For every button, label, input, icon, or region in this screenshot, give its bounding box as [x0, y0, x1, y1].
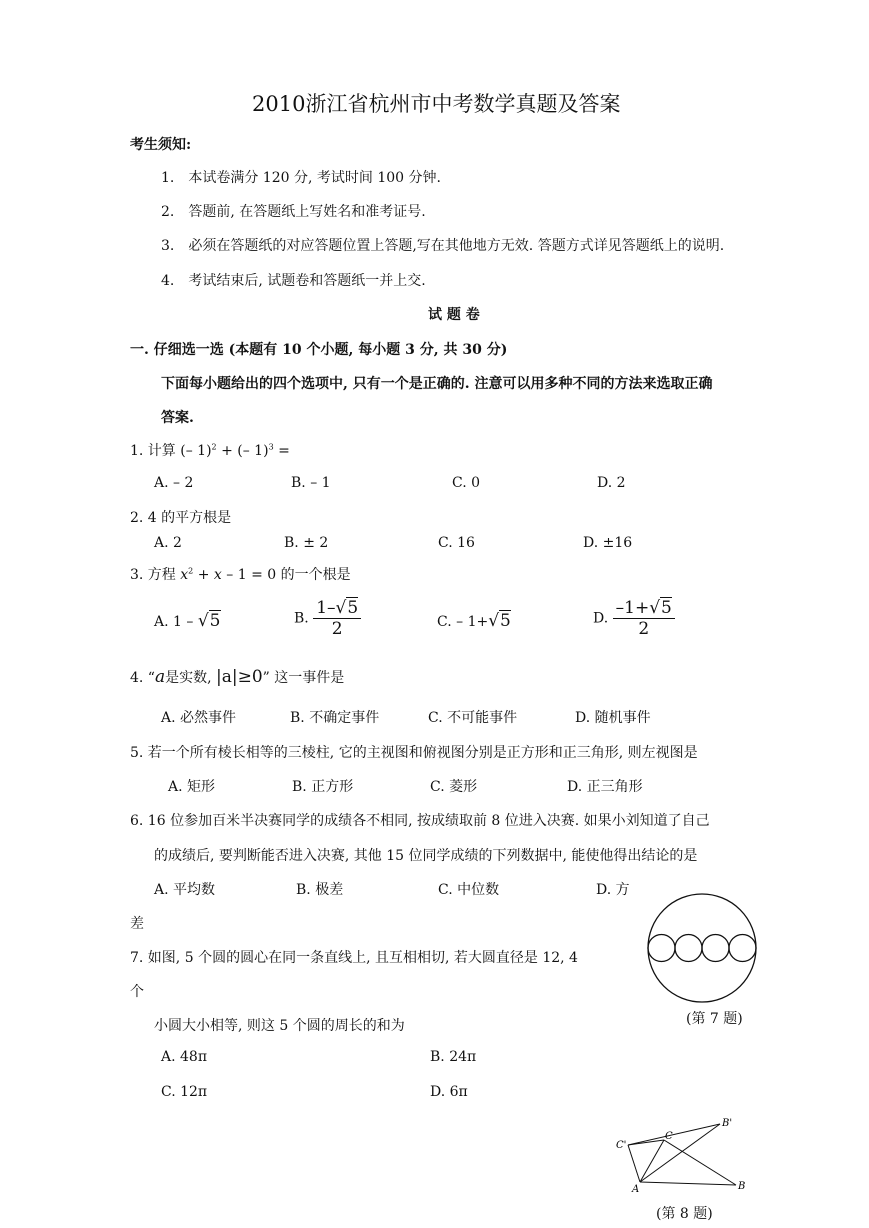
question-2-option-c: C. 16: [438, 535, 475, 551]
paper-label: 试 题 卷: [428, 307, 480, 323]
label-a: A: [632, 1184, 640, 1195]
question-6-option-d-wrap: 差: [130, 916, 144, 932]
notice-heading: 考生须知:: [130, 137, 192, 153]
question-4-option-c: C. 不可能事件: [428, 710, 518, 726]
question-7-figure-caption: (第 7 题): [686, 1011, 743, 1027]
label-c-prime: C': [616, 1140, 627, 1151]
question-4-option-d: D. 随机事件: [575, 710, 651, 726]
segment-ac-prime: [628, 1145, 640, 1182]
label-b-prime: B': [722, 1118, 733, 1129]
segment-ab: [640, 1182, 736, 1185]
question-6-option-b: B. 极差: [296, 882, 344, 898]
segment-cb: [664, 1140, 736, 1185]
question-3-stem: 3. 方程 $x^2 + x - 1 = 0$ 的一个根是: [130, 566, 351, 583]
question-7-figure: [644, 890, 762, 1008]
question-6-option-a: A. 平均数: [154, 882, 216, 898]
page-title: 2010浙江省杭州市中考数学真题及答案: [252, 92, 621, 116]
label-c: C: [665, 1131, 673, 1142]
question-7-stem-cont: 小圆大小相等, 则这 5 个圆的周长的和为: [154, 1018, 405, 1034]
question-6-option-c: C. 中位数: [438, 882, 500, 898]
notice-item-1: 1. 本试卷满分 120 分, 考试时间 100 分钟.: [161, 170, 441, 186]
question-7-stem-wrap: 个: [130, 984, 144, 1000]
question-2-stem: 2. 4 的平方根是: [130, 510, 232, 526]
question-2-option-d: D. ±16: [583, 535, 633, 551]
section-instruction: 下面每小题给出的四个选项中, 只有一个是正确的. 注意可以用多种不同的方法来选取正确: [161, 376, 713, 392]
question-6-stem: 6. 16 位参加百米半决赛同学的成绩各不相同, 按成绩取前 8 位进入决赛. 如果小刘知道了自己: [130, 813, 710, 829]
section-instruction-cont: 答案.: [161, 410, 194, 426]
question-7-option-c: C. 12π: [161, 1084, 208, 1100]
question-4-option-b: B. 不确定事件: [290, 710, 380, 726]
question-3-option-a: A. 1 – √5: [154, 611, 221, 631]
question-7-stem: 7. 如图, 5 个圆的圆心在同一条直线上, 且互相相切, 若大圆直径是 12, 4: [130, 950, 578, 966]
question-4-option-a: A. 必然事件: [161, 710, 237, 726]
question-5-option-b: B. 正方形: [292, 779, 354, 795]
notice-item-2: 2. 答题前, 在答题纸上写姓名和准考证号.: [161, 204, 426, 220]
question-3-option-d: D. $\frac{-1+√5}{2}$: [593, 598, 675, 639]
question-2-option-a: A. 2: [154, 535, 182, 551]
question-7-option-a: A. 48π: [161, 1049, 208, 1065]
question-1-option-a: A. – 2: [154, 475, 194, 491]
question-5-stem: 5. 若一个所有棱长相等的三棱柱, 它的主视图和俯视图分别是正方形和正三角形, 则左视图是: [130, 745, 698, 761]
question-7-option-b: B. 24π: [430, 1049, 477, 1065]
question-6-stem-cont: 的成绩后, 要判断能否进入决赛, 其他 15 位同学成绩的下列数据中, 能使他得出结论的是: [154, 848, 698, 864]
question-3-option-b: B. $\frac{1-√5}{2}$: [294, 598, 361, 639]
question-6-option-d: D. 方: [596, 882, 630, 898]
question-5-option-d: D. 正三角形: [567, 779, 643, 795]
question-8-figure-caption: (第 8 题): [656, 1206, 713, 1222]
question-1-option-d: D. 2: [597, 475, 626, 491]
question-3-option-c: C. – 1+√5: [437, 611, 511, 631]
question-8-figure: [612, 1112, 752, 1196]
notice-item-4: 4. 考试结束后, 试题卷和答题纸一并上交.: [161, 273, 426, 289]
question-4-stem: 4. “a是实数, |a|≥0” 这一事件是: [130, 667, 345, 687]
question-5-option-c: C. 菱形: [430, 779, 478, 795]
question-2-option-b: B. ± 2: [284, 535, 329, 551]
notice-item-3: 3. 必须在答题纸的对应答题位置上答题,写在其他地方无效. 答题方式详见答题纸上的说明.: [161, 238, 725, 254]
question-7-option-d: D. 6π: [430, 1084, 468, 1100]
question-5-option-a: A. 矩形: [168, 779, 216, 795]
small-circle: [648, 935, 675, 962]
section-heading: 一. 仔细选一选 (本题有 10 个小题, 每小题 3 分, 共 30 分): [130, 342, 508, 358]
small-circle: [729, 935, 756, 962]
question-1-option-b: B. – 1: [291, 475, 331, 491]
small-circle: [675, 935, 702, 962]
segment-ac: [640, 1140, 664, 1182]
question-1-option-c: C. 0: [452, 475, 481, 491]
question-1-stem: 1. 计算 (– 1)$^2$ + (– 1)$^3$ =: [130, 442, 290, 459]
label-b: B: [738, 1181, 746, 1192]
small-circle: [702, 935, 729, 962]
